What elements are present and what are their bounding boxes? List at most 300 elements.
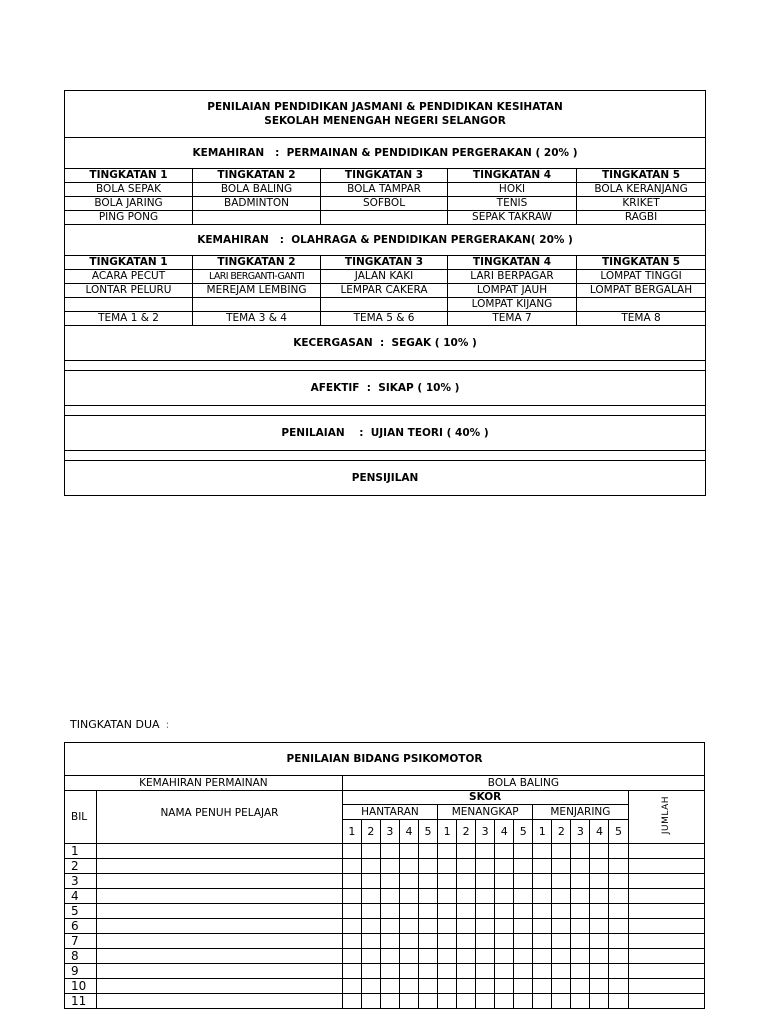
score-number-hantaran-1: 1 (342, 820, 361, 844)
table-cell: SEPAK TAKRAW (448, 211, 577, 225)
score-cell[interactable] (476, 949, 495, 964)
score-cell[interactable] (457, 964, 476, 979)
score-cell[interactable] (609, 889, 628, 904)
score-cell[interactable] (609, 979, 628, 994)
score-number-menangkap-4: 4 (495, 820, 514, 844)
score-cell[interactable] (514, 964, 533, 979)
score-number-menjaring-2: 2 (552, 820, 571, 844)
table-cell: LOMPAT TINGGI (577, 270, 706, 284)
score-cell[interactable] (361, 919, 380, 934)
score-cell[interactable] (571, 949, 590, 964)
score-cell[interactable] (571, 844, 590, 859)
score-cell[interactable] (419, 979, 438, 994)
header-tingkatan-3: TINGKATAN 3 (321, 256, 448, 270)
skor-header: SKOR (342, 791, 628, 805)
header-tingkatan-1: TINGKATAN 1 (65, 256, 193, 270)
score-cell[interactable] (457, 889, 476, 904)
table-row (65, 919, 705, 934)
jumlah-header (628, 791, 704, 844)
main-title-line2: SEKOLAH MENENGAH NEGERI SELANGOR (264, 115, 506, 127)
table-cell: LONTAR PELURU (65, 284, 193, 298)
score-cell[interactable] (609, 874, 628, 889)
score-number-menjaring-4: 4 (590, 820, 609, 844)
score-cell[interactable] (495, 844, 514, 859)
group-menjaring: MENJARING (533, 805, 628, 820)
score-number-hantaran-2: 2 (361, 820, 380, 844)
jumlah-cell[interactable] (628, 919, 704, 934)
header-tingkatan-4: TINGKATAN 4 (448, 256, 577, 270)
spacer-row (65, 361, 706, 371)
score-cell[interactable] (438, 949, 457, 964)
score-cell[interactable] (590, 964, 609, 979)
student-name-cell[interactable] (97, 994, 343, 1009)
pensijilan-heading: PENSIJILAN (65, 461, 706, 496)
bil-cell: 5 (65, 904, 97, 919)
score-cell[interactable] (571, 964, 590, 979)
score-cell[interactable] (380, 859, 399, 874)
score-cell[interactable] (342, 934, 361, 949)
table-row (65, 979, 705, 994)
score-cell[interactable] (342, 979, 361, 994)
header-tingkatan-5: TINGKATAN 5 (577, 256, 706, 270)
score-cell[interactable] (533, 844, 552, 859)
score-number-menjaring-3: 3 (571, 820, 590, 844)
student-name-cell[interactable] (97, 949, 343, 964)
score-cell[interactable] (476, 934, 495, 949)
table-row (65, 949, 705, 964)
score-cell[interactable] (533, 994, 552, 1009)
score-cell[interactable] (552, 964, 571, 979)
student-name-cell[interactable] (97, 874, 343, 889)
score-cell[interactable] (609, 994, 628, 1009)
main-title (65, 91, 706, 138)
score-cell[interactable] (399, 889, 418, 904)
table-cell: TENIS (448, 197, 577, 211)
table-cell: BOLA JARING (65, 197, 193, 211)
score-cell[interactable] (419, 934, 438, 949)
student-name-cell[interactable] (97, 919, 343, 934)
bil-cell: 8 (65, 949, 97, 964)
table-row (65, 874, 705, 889)
score-cell[interactable] (552, 844, 571, 859)
score-cell[interactable] (342, 859, 361, 874)
score-cell[interactable] (590, 844, 609, 859)
score-cell[interactable] (552, 979, 571, 994)
score-cell[interactable] (361, 934, 380, 949)
score-cell[interactable] (342, 949, 361, 964)
table-cell: LOMPAT BERGALAH (577, 284, 706, 298)
table-cell: LOMPAT KIJANG (448, 298, 577, 312)
table-row (65, 994, 705, 1009)
score-cell[interactable] (476, 994, 495, 1009)
score-cell[interactable] (438, 994, 457, 1009)
score-cell[interactable] (399, 934, 418, 949)
score-cell[interactable] (590, 919, 609, 934)
score-number-hantaran-3: 3 (380, 820, 399, 844)
score-cell[interactable] (552, 919, 571, 934)
score-cell[interactable] (438, 889, 457, 904)
score-number-menangkap-1: 1 (438, 820, 457, 844)
table-cell (321, 211, 448, 225)
score-cell[interactable] (571, 874, 590, 889)
score-cell[interactable] (533, 934, 552, 949)
score-cell[interactable] (419, 919, 438, 934)
table-cell: JALAN KAKI (321, 270, 448, 284)
score-cell[interactable] (380, 889, 399, 904)
table-cell: BADMINTON (193, 197, 321, 211)
table-cell: SOFBOL (321, 197, 448, 211)
score-cell[interactable] (609, 949, 628, 964)
score-cell[interactable] (342, 889, 361, 904)
section1-header-row (65, 169, 706, 183)
score-cell[interactable] (399, 904, 418, 919)
score-cell[interactable] (571, 994, 590, 1009)
table-cell: RAGBI (577, 211, 706, 225)
score-cell[interactable] (361, 994, 380, 1009)
score-cell[interactable] (399, 979, 418, 994)
score-number-menjaring-5: 5 (609, 820, 628, 844)
score-cell[interactable] (590, 949, 609, 964)
table-cell: BOLA SEPAK (65, 183, 193, 197)
score-cell[interactable] (380, 844, 399, 859)
score-number-menangkap-5: 5 (514, 820, 533, 844)
jumlah-cell[interactable] (628, 889, 704, 904)
score-cell[interactable] (419, 874, 438, 889)
score-cell[interactable] (552, 859, 571, 874)
score-cell[interactable] (514, 979, 533, 994)
jumlah-cell[interactable] (628, 859, 704, 874)
score-cell[interactable] (438, 964, 457, 979)
score-cell[interactable] (533, 919, 552, 934)
score-cell[interactable] (380, 949, 399, 964)
score-cell[interactable] (533, 964, 552, 979)
table-cell: TEMA 8 (577, 312, 706, 326)
student-name-cell[interactable] (97, 934, 343, 949)
score-number-hantaran-5: 5 (419, 820, 438, 844)
table-row (65, 183, 706, 197)
score-cell[interactable] (533, 904, 552, 919)
score-cell[interactable] (380, 874, 399, 889)
score-cell[interactable] (419, 904, 438, 919)
score-cell[interactable] (590, 874, 609, 889)
score-cell[interactable] (342, 904, 361, 919)
score-cell[interactable] (342, 964, 361, 979)
score-cell[interactable] (457, 979, 476, 994)
score-number-menjaring-1: 1 (533, 820, 552, 844)
header-tingkatan-1: TINGKATAN 1 (65, 169, 193, 183)
score-cell[interactable] (361, 874, 380, 889)
score-cell[interactable] (361, 889, 380, 904)
score-cell[interactable] (342, 844, 361, 859)
score-cell[interactable] (399, 994, 418, 1009)
score-cell[interactable] (399, 949, 418, 964)
score-cell[interactable] (495, 859, 514, 874)
jumlah-cell[interactable] (628, 874, 704, 889)
jumlah-label: JUMLAH (660, 795, 671, 835)
score-cell[interactable] (495, 994, 514, 1009)
score-cell[interactable] (533, 979, 552, 994)
score-cell[interactable] (399, 844, 418, 859)
score-cell[interactable] (361, 904, 380, 919)
student-name-cell[interactable] (97, 904, 343, 919)
score-cell[interactable] (419, 994, 438, 1009)
table-row (65, 964, 705, 979)
jumlah-cell[interactable] (628, 979, 704, 994)
table-cell: LOMPAT JAUH (448, 284, 577, 298)
score-cell[interactable] (342, 994, 361, 1009)
score-cell[interactable] (380, 979, 399, 994)
score-cell[interactable] (419, 859, 438, 874)
table-cell (321, 298, 448, 312)
header-tingkatan-2: TINGKATAN 2 (193, 256, 321, 270)
score-cell[interactable] (476, 874, 495, 889)
table-cell: TEMA 7 (448, 312, 577, 326)
score-cell[interactable] (476, 844, 495, 859)
score-cell[interactable] (533, 859, 552, 874)
score-cell[interactable] (457, 859, 476, 874)
bil-cell: 11 (65, 994, 97, 1009)
score-cell[interactable] (457, 919, 476, 934)
table-cell: BOLA TAMPAR (321, 183, 448, 197)
section-olahraga-heading: KEMAHIRAN : OLAHRAGA & PENDIDIKAN PERGERAKAN( 20% ) (65, 225, 706, 256)
spacer-row (65, 451, 706, 461)
table-cell (193, 298, 321, 312)
score-cell[interactable] (438, 874, 457, 889)
table-cell: PING PONG (65, 211, 193, 225)
jumlah-cell[interactable] (628, 994, 704, 1009)
score-cell[interactable] (552, 874, 571, 889)
section-permainan-heading: KEMAHIRAN : PERMAINAN & PENDIDIKAN PERGERAKAN ( 20% ) (65, 138, 706, 169)
psikomotor-title: PENILAIAN BIDANG PSIKOMOTOR (65, 743, 705, 776)
table-row (65, 859, 705, 874)
table-cell: MEREJAM LEMBING (193, 284, 321, 298)
score-cell[interactable] (495, 979, 514, 994)
score-cell[interactable] (571, 904, 590, 919)
score-cell[interactable] (495, 949, 514, 964)
table-row (65, 312, 706, 326)
table-cell: ACARA PECUT (65, 270, 193, 284)
bil-header: BIL (65, 791, 97, 844)
score-cell[interactable] (438, 934, 457, 949)
table-cell: LARI BERPAGAR (448, 270, 577, 284)
score-cell[interactable] (495, 889, 514, 904)
score-cell[interactable] (514, 859, 533, 874)
score-cell[interactable] (552, 994, 571, 1009)
score-cell[interactable] (342, 874, 361, 889)
table-cell: LEMPAR CAKERA (321, 284, 448, 298)
main-title-line1: PENILAIAN PENDIDIKAN JASMANI & PENDIDIKAN KESIHATAN (207, 101, 563, 113)
tingkatan-label-text: TINGKATAN DUA (70, 718, 160, 731)
score-cell[interactable] (438, 844, 457, 859)
score-cell[interactable] (514, 904, 533, 919)
group-menangkap: MENANGKAP (438, 805, 533, 820)
score-cell[interactable] (514, 994, 533, 1009)
jumlah-cell[interactable] (628, 964, 704, 979)
score-cell[interactable] (361, 844, 380, 859)
score-cell[interactable] (514, 874, 533, 889)
score-cell[interactable] (419, 889, 438, 904)
table-cell: BOLA BALING (193, 183, 321, 197)
score-cell[interactable] (514, 949, 533, 964)
bil-cell: 10 (65, 979, 97, 994)
score-cell[interactable] (476, 979, 495, 994)
score-cell[interactable] (571, 859, 590, 874)
score-cell[interactable] (514, 844, 533, 859)
bil-cell: 3 (65, 874, 97, 889)
score-cell[interactable] (419, 949, 438, 964)
bil-cell: 1 (65, 844, 97, 859)
score-cell[interactable] (495, 964, 514, 979)
section2-header-row (65, 256, 706, 270)
score-cell[interactable] (571, 979, 590, 994)
score-cell[interactable] (533, 874, 552, 889)
jumlah-cell[interactable] (628, 904, 704, 919)
table-row (65, 298, 706, 312)
score-cell[interactable] (399, 859, 418, 874)
score-number-hantaran-4: 4 (399, 820, 418, 844)
score-cell[interactable] (552, 904, 571, 919)
student-name-cell[interactable] (97, 889, 343, 904)
score-cell[interactable] (609, 919, 628, 934)
bil-cell: 2 (65, 859, 97, 874)
jumlah-cell[interactable] (628, 949, 704, 964)
afektif-heading: AFEKTIF : SIKAP ( 10% ) (65, 371, 706, 406)
bil-cell: 4 (65, 889, 97, 904)
table-cell (65, 298, 193, 312)
score-cell[interactable] (380, 994, 399, 1009)
score-cell[interactable] (514, 934, 533, 949)
score-cell[interactable] (438, 859, 457, 874)
kemahiran-permainan-label: KEMAHIRAN PERMAINAN (65, 776, 343, 791)
score-cell[interactable] (609, 964, 628, 979)
table-row (65, 889, 705, 904)
bil-cell: 9 (65, 964, 97, 979)
score-cell[interactable] (533, 889, 552, 904)
table-row (65, 211, 706, 225)
score-cell[interactable] (399, 964, 418, 979)
score-cell[interactable] (380, 919, 399, 934)
header-tingkatan-5: TINGKATAN 5 (577, 169, 706, 183)
score-cell[interactable] (476, 904, 495, 919)
score-cell[interactable] (457, 874, 476, 889)
group-hantaran: HANTARAN (342, 805, 437, 820)
nama-header: NAMA PENUH PELAJAR (97, 791, 343, 844)
table-cell: BOLA KERANJANG (577, 183, 706, 197)
score-cell[interactable] (571, 919, 590, 934)
score-cell[interactable] (609, 859, 628, 874)
score-cell[interactable] (533, 949, 552, 964)
score-cell[interactable] (495, 904, 514, 919)
score-cell[interactable] (399, 874, 418, 889)
score-cell[interactable] (342, 919, 361, 934)
score-cell[interactable] (552, 934, 571, 949)
student-name-cell[interactable] (97, 859, 343, 874)
psikomotor-table (64, 742, 705, 1009)
score-cell[interactable] (457, 949, 476, 964)
score-cell[interactable] (609, 844, 628, 859)
score-cell[interactable] (438, 904, 457, 919)
table-cell: TEMA 1 & 2 (65, 312, 193, 326)
score-cell[interactable] (571, 934, 590, 949)
score-cell[interactable] (476, 964, 495, 979)
jumlah-cell[interactable] (628, 934, 704, 949)
score-cell[interactable] (476, 919, 495, 934)
score-cell[interactable] (399, 919, 418, 934)
score-cell[interactable] (590, 859, 609, 874)
score-cell[interactable] (380, 904, 399, 919)
game-label: BOLA BALING (342, 776, 704, 791)
score-cell[interactable] (476, 859, 495, 874)
score-cell[interactable] (438, 919, 457, 934)
score-cell[interactable] (495, 874, 514, 889)
table-row (65, 904, 705, 919)
score-cell[interactable] (361, 964, 380, 979)
score-cell[interactable] (419, 844, 438, 859)
spacer-row (65, 406, 706, 416)
table-cell (193, 211, 321, 225)
score-cell[interactable] (457, 994, 476, 1009)
table-row (65, 284, 706, 298)
score-cell[interactable] (590, 979, 609, 994)
score-cell[interactable] (457, 844, 476, 859)
score-cell[interactable] (380, 964, 399, 979)
table-row (65, 844, 705, 859)
score-cell[interactable] (590, 934, 609, 949)
score-cell[interactable] (514, 919, 533, 934)
tingkatan-label (70, 718, 169, 731)
score-number-menangkap-2: 2 (457, 820, 476, 844)
table-row (65, 197, 706, 211)
student-name-cell[interactable] (97, 964, 343, 979)
score-cell[interactable] (361, 859, 380, 874)
score-cell[interactable] (361, 949, 380, 964)
table-row (65, 934, 705, 949)
score-cell[interactable] (590, 994, 609, 1009)
score-cell[interactable] (476, 889, 495, 904)
score-cell[interactable] (495, 919, 514, 934)
table-row (65, 270, 706, 284)
kecergasan-heading: KECERGASAN : SEGAK ( 10% ) (65, 326, 706, 361)
score-cell[interactable] (457, 904, 476, 919)
score-cell[interactable] (419, 964, 438, 979)
assessment-overview-table (64, 90, 706, 496)
score-cell[interactable] (514, 889, 533, 904)
score-cell[interactable] (552, 949, 571, 964)
score-cell[interactable] (590, 904, 609, 919)
score-cell[interactable] (590, 889, 609, 904)
table-cell (577, 298, 706, 312)
score-cell[interactable] (552, 889, 571, 904)
score-cell[interactable] (361, 979, 380, 994)
score-cell[interactable] (609, 934, 628, 949)
header-tingkatan-2: TINGKATAN 2 (193, 169, 321, 183)
score-cell[interactable] (438, 979, 457, 994)
bil-cell: 7 (65, 934, 97, 949)
score-cell[interactable] (571, 889, 590, 904)
score-cell[interactable] (495, 934, 514, 949)
header-tingkatan-3: TINGKATAN 3 (321, 169, 448, 183)
score-cell[interactable] (609, 904, 628, 919)
student-name-cell[interactable] (97, 844, 343, 859)
score-number-menangkap-3: 3 (476, 820, 495, 844)
jumlah-cell[interactable] (628, 844, 704, 859)
table-cell: KRIKET (577, 197, 706, 211)
score-cell[interactable] (457, 934, 476, 949)
penilaian-heading: PENILAIAN : UJIAN TEORI ( 40% ) (65, 416, 706, 451)
bil-cell: 6 (65, 919, 97, 934)
score-cell[interactable] (380, 934, 399, 949)
student-name-cell[interactable] (97, 979, 343, 994)
